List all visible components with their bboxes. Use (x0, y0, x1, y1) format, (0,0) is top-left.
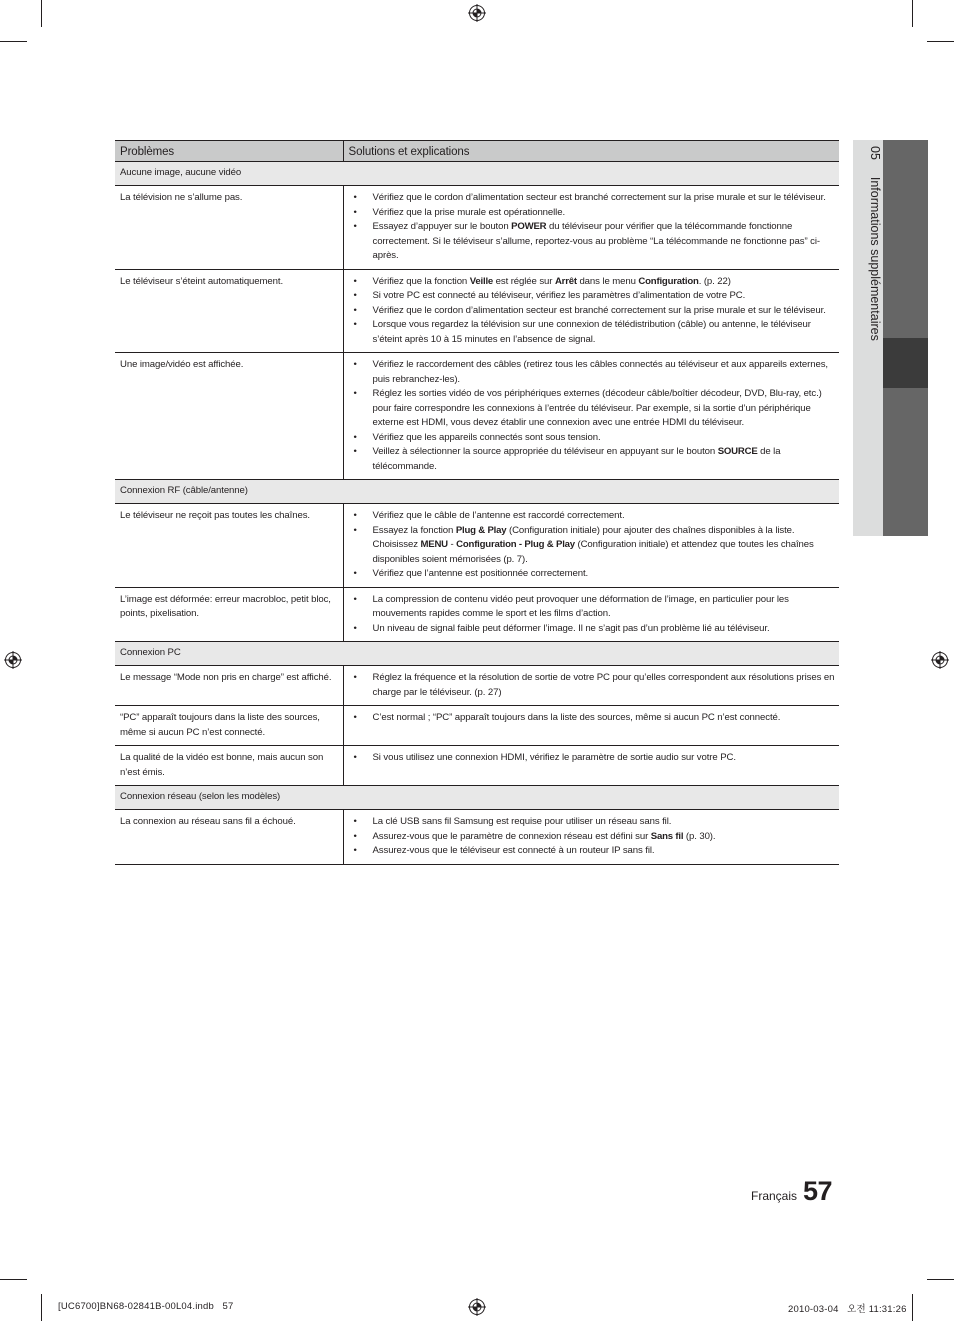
chapter-tab-marker (883, 338, 928, 388)
problem-cell: Le message “Mode non pris en charge” est affiché. (115, 666, 343, 706)
problem-cell: La télévision ne s’allume pas. (115, 186, 343, 270)
table-header-row (115, 141, 839, 162)
crop-mark (0, 1279, 27, 1280)
footer-language: Français (751, 1189, 798, 1203)
problem-cell: Le téléviseur s’éteint automatiquement. (115, 269, 343, 353)
column-header-problems: Problèmes (115, 141, 343, 162)
table-row (115, 810, 839, 865)
solution-cell (343, 504, 839, 588)
solution-keyword: Configuration (638, 275, 699, 287)
solution-text: Réglez les sorties vidéo de vos périphériques externes (décodeur câble/boîtier décodeur, DVD, Blu-ray, etc.) pour faire correspondre les connexions à l’entrée du téléviseur. Par exemple, si la sortie d’un périphérique externe est HDMI, vous devez établir une connexion avec une entrée HDMI du téléviseur. (372, 388, 822, 428)
solution-text: Vérifiez que le cordon d’alimentation secteur est branché correctement sur la prise murale et sur le téléviseur. (372, 304, 826, 316)
solution-item (353, 387, 836, 431)
table-row (115, 353, 839, 480)
solution-item (353, 318, 836, 347)
problem-cell: Une image/vidéo est affichée. (115, 353, 343, 480)
solution-text: Vérifiez que l’antenne est positionnée correctement. (372, 568, 589, 579)
table-body (115, 162, 839, 865)
crop-mark (927, 41, 954, 42)
solution-item (353, 275, 836, 290)
solution-list (353, 711, 836, 726)
section-title: Connexion réseau (selon les modèles) (115, 786, 839, 810)
solution-text: est réglée sur (493, 275, 555, 287)
table-row (115, 504, 839, 588)
solution-item (353, 593, 836, 622)
section-row (115, 480, 839, 504)
section-title: Aucune image, aucune vidéo (115, 162, 839, 186)
solution-item (353, 191, 836, 206)
solution-text: C’est normal ; “PC” apparaît toujours dans la liste des sources, même si aucun PC n’est connecté. (372, 712, 781, 723)
solution-item (353, 524, 836, 568)
solution-cell (343, 666, 839, 706)
solution-item (353, 830, 836, 845)
solution-keyword: SOURCE (717, 446, 758, 457)
solution-cell (343, 186, 839, 270)
crop-mark (912, 1294, 913, 1321)
solution-item (353, 220, 836, 264)
solution-keyword: Plug & Play (455, 524, 507, 536)
solution-text: (Configuration initiale) pour ajouter des chaînes disponibles à la liste. Choisissez (372, 524, 795, 550)
crop-mark (41, 1294, 42, 1321)
crop-mark (927, 1279, 954, 1280)
solution-text: Assurez-vous que le paramètre de connexion réseau est défini sur (372, 830, 651, 842)
solution-list (353, 358, 836, 474)
page-number: 57 (803, 1176, 833, 1206)
print-slug-date: 2010-03-04 오전 11:31:26 (788, 1304, 907, 1315)
solution-keyword: Arrêt (554, 275, 577, 287)
solution-list (353, 275, 836, 348)
section-row (115, 162, 839, 186)
solution-text: (p. 30). (683, 830, 716, 842)
chapter-title: Informations supplémentaires (868, 176, 882, 341)
solution-item (353, 844, 836, 859)
registration-mark-icon (931, 651, 949, 669)
chapter-number: 05 (868, 146, 882, 160)
table-row (115, 666, 839, 706)
solution-text: Vérifiez que le cordon d’alimentation secteur est branché correctement sur la prise murale et sur le téléviseur. (372, 192, 826, 203)
solution-text: Essayez la fonction (372, 524, 456, 536)
solution-list (353, 815, 836, 859)
solution-cell (343, 269, 839, 353)
solution-keyword: POWER (511, 221, 547, 232)
solution-list (353, 191, 836, 264)
solution-text: Vérifiez que la fonction (372, 275, 470, 287)
print-slug-file: [UC6700]BN68-02841B-00L04.indb 57 (58, 1301, 234, 1312)
solution-item (353, 567, 836, 582)
solution-item (353, 358, 836, 387)
solution-text: Vérifiez que le câble de l’antenne est raccordé correctement. (372, 510, 625, 521)
solution-text: Vérifiez que la prise murale est opérationnelle. (372, 206, 566, 218)
solution-keyword: Sans fil (650, 830, 684, 842)
solution-text: Vérifiez le raccordement des câbles (retirez tous les câbles connectés au téléviseur et aux appareils externes, puis rebranchez-les). (372, 359, 829, 385)
troubleshooting-table (115, 140, 839, 865)
section-title: Connexion RF (câble/antenne) (115, 480, 839, 504)
table-row (115, 746, 839, 786)
crop-mark (0, 41, 27, 42)
chapter-tab (853, 140, 928, 536)
solution-text: La compression de contenu vidéo peut provoquer une déformation de l’image, en particulier pour les mouvements rapides comme le sport et les films d’action. (372, 593, 789, 619)
solution-text: dans le menu (576, 275, 639, 287)
problem-cell: La qualité de la vidéo est bonne, mais aucun son n’est émis. (115, 746, 343, 786)
crop-mark (912, 0, 913, 27)
table-row (115, 186, 839, 270)
section-title: Connexion PC (115, 642, 839, 666)
registration-mark-icon (468, 1298, 486, 1316)
solution-text: Assurez-vous que le téléviseur est connecté à un routeur IP sans fil. (372, 845, 655, 856)
problem-cell: Le téléviseur ne reçoit pas toutes les chaînes. (115, 504, 343, 588)
solution-item (353, 289, 836, 304)
solution-item (353, 815, 836, 830)
solution-list (353, 509, 836, 582)
solution-list (353, 671, 836, 700)
solution-item (353, 445, 836, 474)
section-row (115, 642, 839, 666)
table-row (115, 269, 839, 353)
solution-text: du téléviseur pour vérifier que la télécommande fonctionne correctement. Si le téléviseur s’allume, reportez-vous au problème “La télécommande ne fonctionne pas” ci-après. (372, 221, 820, 261)
registration-mark-icon (4, 651, 22, 669)
solution-item (353, 751, 836, 766)
solution-text: La clé USB sans fil Samsung est requise pour utiliser un réseau sans fil. (372, 816, 672, 827)
solution-list (353, 593, 836, 637)
solution-text: . (p. 22) (698, 275, 731, 287)
solution-text: - (447, 539, 457, 550)
solution-text: Lorsque vous regardez la télévision sur une connexion de télédistribution (câble) ou antenne, le téléviseur s’éteint après 10 à 15 minutes en l’absence de signal. (372, 319, 811, 345)
solution-cell (343, 587, 839, 642)
solution-item (353, 671, 836, 700)
solution-text: Vérifiez que les appareils connectés sont sous tension. (372, 431, 601, 443)
problem-cell: “PC” apparaît toujours dans la liste des sources, même si aucun PC n’est connecté. (115, 706, 343, 746)
registration-mark-icon (468, 4, 486, 22)
solution-cell (343, 746, 839, 786)
solution-text: Réglez la fréquence et la résolution de sortie de votre PC pour qu’elles correspondent aux résolutions prises en charge par le téléviseur. (p. 27) (372, 672, 835, 698)
solution-item (353, 206, 836, 221)
solution-text: Veillez à sélectionner la source appropriée du téléviseur en appuyant sur le bouton (372, 446, 718, 457)
solution-cell (343, 706, 839, 746)
column-header-solutions: Solutions et explications (343, 141, 839, 162)
problem-cell: La connexion au réseau sans fil a échoué. (115, 810, 343, 865)
solution-text: (Configuration initiale) et attendez que toutes les chaînes disponibles soient mémorisées (p. 7). (372, 539, 814, 565)
solution-keyword: Veille (469, 275, 494, 287)
solution-keyword: MENU (420, 539, 448, 550)
table-row (115, 587, 839, 642)
solution-item (353, 711, 836, 726)
section-row (115, 786, 839, 810)
solution-list (353, 751, 836, 766)
solution-item (353, 509, 836, 524)
solution-item (353, 431, 836, 446)
solution-cell (343, 353, 839, 480)
solution-text: Si vous utilisez une connexion HDMI, vérifiez le paramètre de sortie audio sur votre PC. (372, 752, 736, 763)
problem-cell: L’image est déformée: erreur macrobloc, petit bloc, points, pixelisation. (115, 587, 343, 642)
solution-item (353, 622, 836, 637)
table-row (115, 706, 839, 746)
crop-mark (41, 0, 42, 27)
chapter-label (868, 146, 882, 341)
solution-keyword: Configuration - Plug & Play (456, 539, 575, 550)
solution-text: Si votre PC est connecté au téléviseur, vérifiez les paramètres d’alimentation de votre PC. (372, 290, 746, 301)
solution-text: Un niveau de signal faible peut déformer l’image. Il ne s’agit pas d’un problème lié au téléviseur. (372, 622, 770, 634)
solution-cell (343, 810, 839, 865)
solution-text: Essayez d’appuyer sur le bouton (372, 221, 512, 232)
solution-item (353, 304, 836, 319)
solution-text: de la télécommande. (372, 446, 781, 472)
